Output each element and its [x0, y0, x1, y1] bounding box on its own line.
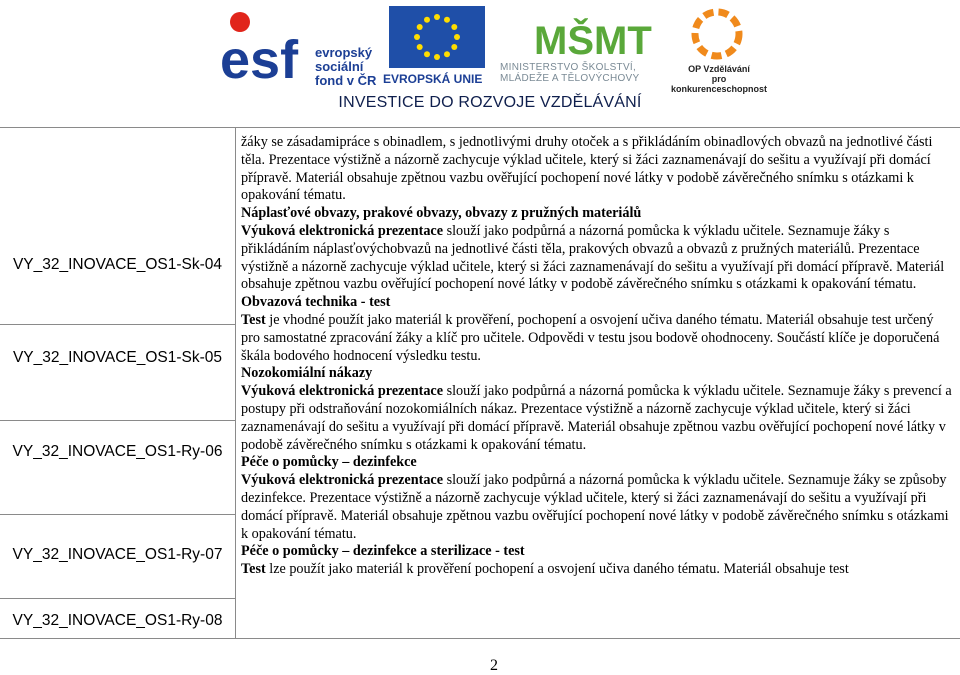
- tagline: INVESTICE DO ROZVOJE VZDĚLÁVÁNÍ: [338, 94, 642, 111]
- left-cell: [0, 325, 235, 421]
- msmt-line-2: MLÁDEŽE A TĚLOVÝCHOVY: [500, 73, 640, 84]
- item-title: Péče o pomůcky – dezinfekce a sterilizace - test: [241, 543, 525, 560]
- op-logo: [662, 6, 772, 94]
- code-label: VY_32_INOVACE_OS1-Ry-06: [12, 443, 223, 460]
- page-number: 2: [490, 657, 498, 674]
- left-cell: [0, 128, 235, 325]
- msmt-line-1: MINISTERSTVO ŠKOLSTVÍ,: [500, 62, 637, 73]
- msmt-logo-text: MŠMT: [534, 19, 652, 63]
- item-text: lze použít jako materiál k prověření pochopení a osvojení učiva daného tématu. Materiál obsahuje test: [265, 561, 849, 578]
- item-lead: Výuková elektronická prezentace: [241, 383, 444, 400]
- document-header: [0, 0, 960, 120]
- esf-logo: [218, 6, 378, 90]
- left-cell: [0, 421, 235, 515]
- item-block: [241, 543, 953, 579]
- left-cell: [0, 515, 235, 599]
- item-lead: Test: [241, 311, 266, 328]
- esf-line-3: fond v ČR: [315, 73, 377, 88]
- item-text: slouží jako podpůrná a názorná pomůcka k výkladu učitele. Seznamuje žáky s přikládáním náplasťovýchobvazů na jednotlivé části těla, prakových obvazů a obvazů z pružných materiálů. Prezentace výstižně a názorně zachycuje výklad učitele, který si žáci zaznamenávají do sešitu a využívají při domácí přípravě. Materiál obsahuje zpětnou vazbu ověřující pochopení nové látky v podobě závěrečného snímku s otázkami k opakování tématu.: [241, 222, 945, 293]
- eu-flag-icon: [389, 6, 485, 68]
- item-lead: Test: [241, 561, 266, 578]
- code-label: VY_32_INOVACE_OS1-Sk-04: [12, 256, 223, 273]
- esf-logo-icon: [218, 6, 318, 90]
- item-title: Náplasťové obvazy, prakové obvazy, obvazy z pružných materiálů: [241, 205, 642, 222]
- item-lead: Výuková elektronická prezentace: [241, 472, 444, 489]
- code-label: VY_32_INOVACE_OS1-Ry-08: [12, 612, 223, 629]
- code-label: VY_32_INOVACE_OS1-Ry-07: [12, 546, 223, 563]
- msmt-caption: [500, 62, 660, 84]
- op-line-2: pro konkurenceschopnost: [670, 74, 768, 94]
- item-text: slouží jako podpůrná a názorná pomůcka k výkladu učitele. Seznamuje žáky se způsoby dezinfekce. Prezentace výstižně a názorně zachycuje výklad učitele, který si žáci zaznamenávají do sešitu a využívají při domácí přípravě. Materiál obsahuje zpětnou vazbu ověřující pochopení nové látky v podobě závěrečného snímku s otázkami k opakování tématu.: [241, 472, 949, 542]
- materials-table: [0, 127, 960, 639]
- item-title: Obvazová technika - test: [241, 294, 391, 311]
- descriptions-column: [241, 134, 953, 579]
- esf-caption: [315, 46, 376, 88]
- item-block: [241, 294, 953, 365]
- item-lead: Výuková elektronická prezentace: [241, 222, 444, 239]
- msmt-logo-icon: [534, 4, 652, 63]
- esf-line-2: sociální: [315, 59, 364, 74]
- eu-caption: EVROPSKÁ UNIE: [383, 72, 483, 86]
- item-block: [241, 454, 953, 543]
- op-logo-icon: [682, 6, 752, 62]
- item-block: [241, 365, 953, 454]
- item-title: Péče o pomůcky – dezinfekce: [241, 454, 417, 471]
- left-cell: [0, 599, 235, 637]
- item-title: Nozokomiální nákazy: [241, 365, 373, 382]
- msmt-logo: [500, 4, 660, 86]
- item-block: [241, 205, 953, 294]
- column-divider: [235, 128, 236, 638]
- item-text: je vhodné použít jako materiál k prověření, pochopení a osvojení učiva daného tématu. Materiál obsahuje test určený pro samostatné zpracování žáky a klíč pro učitele. Odpovědi v testu jsou bodově ohodnoceny. Součástí klíče je doporučená škála bodového hodnocení výsledku testu.: [241, 311, 940, 364]
- item-text: slouží jako podpůrná a názorná pomůcka k výkladu učitele. Seznamuje žáky s prevencí a postupy při odstraňování nozokomiálních nákaz. Prezentace výstižně a názorně zachycuje výklad učitele, který si žáci zaznamenávají do sešitu a využívají při domácí přípravě. Materiál obsahuje zpětnou vazbu ověřující pochopení nové látky v podobě závěrečného snímku s otázkami k opakování tématu.: [241, 383, 952, 453]
- op-caption: [664, 64, 774, 94]
- code-label: VY_32_INOVACE_OS1-Sk-05: [12, 349, 223, 366]
- esf-line-1: evropský: [315, 45, 373, 60]
- intro-paragraph: žáky se zásadamipráce s obinadlem, s jednotlivými druhy otoček a s přikládáním obinadlových obvazů na jednotlivé části těla. Prezentace výstižně a názorně zachycuje výklad učitele, který si žáci zaznamenávají do sešitu a využívají při domácí přípravě. Materiál obsahuje zpětnou vazbu ověřující pochopení nové látky v podobě závěrečného snímku s otázkami k opakování tématu.: [241, 134, 933, 204]
- op-line-1: OP Vzdělávání: [688, 64, 750, 74]
- eu-logo: [383, 6, 489, 86]
- esf-logo-text: esf: [220, 30, 299, 90]
